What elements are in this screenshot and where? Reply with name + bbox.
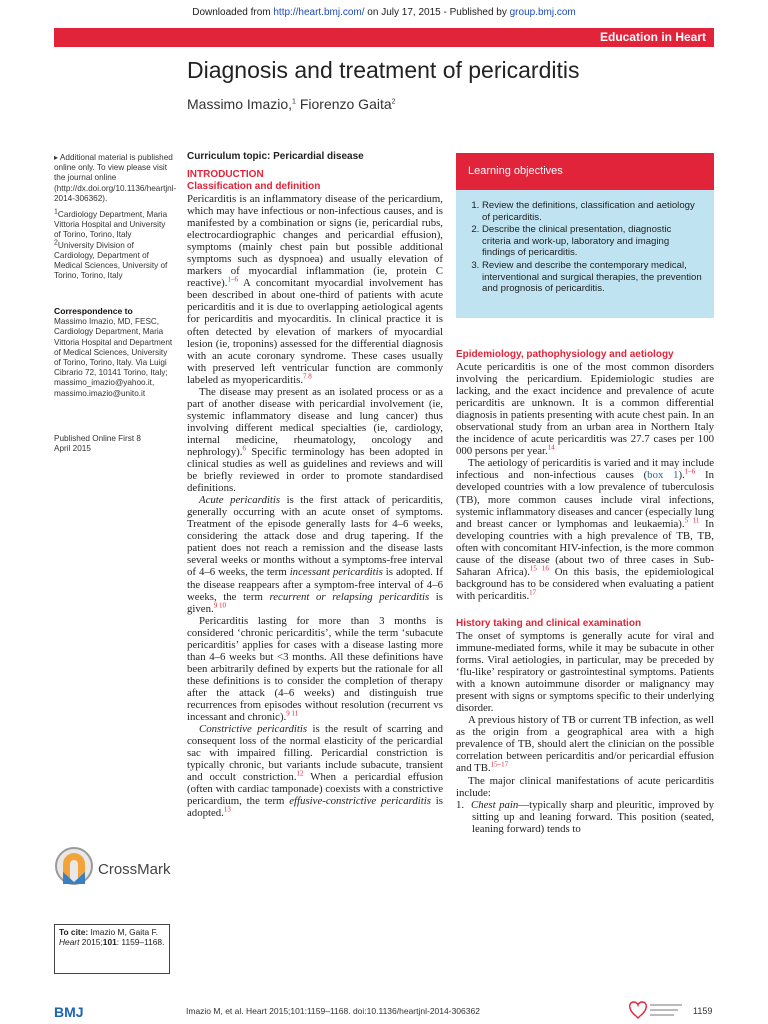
p1b-text: A concomitant myocardial involvement has been described in about one-third of patients with acute pericarditis and it is due to overlapping aetiological agents for pericarditis and myocarditis. In clinical practice it is often detected by elevation of markers of myocardial lesion (ie, troponins) assessed for the differential diagnosis with an acute coronary syndrome. These cases usually with preserved left ventricular function are commonly labeled as myopericarditis. bbox=[187, 277, 443, 386]
box-1-link[interactable]: box 1 bbox=[647, 469, 679, 482]
li-term: Chest pain bbox=[471, 798, 519, 811]
learning-objectives-list bbox=[456, 190, 714, 295]
page-number: 1159 bbox=[693, 1006, 713, 1016]
e2e-ref: 17 bbox=[529, 588, 537, 597]
author-1-sup: 1 bbox=[292, 98, 296, 106]
curriculum-topic: Curriculum topic: Pericardial disease bbox=[187, 151, 364, 162]
learning-objectives-title: Learning objectives bbox=[468, 165, 563, 177]
p2-ref: 6 bbox=[242, 444, 246, 453]
download-mid: on July 17, 2015 - Published by bbox=[364, 7, 510, 18]
cite-year: 2015; bbox=[79, 937, 103, 948]
author-list bbox=[187, 96, 396, 112]
p5c-text: is adopted. bbox=[187, 795, 444, 820]
p3-text: is the first attack of pericarditis, generally occurring with an acute onset of symptoms. Treatment of the episode generally lasts for 4–6 weeks, considering the attack dose and drug tapering. If the patient does not reach a remission and the disease lasts several weeks or months without a symptoms-free interval of 4–6 weeks, the term bbox=[187, 494, 443, 579]
e1-text: Acute pericarditis is one of the most common disorders involving the pericardium. Epidemiologic studies are lacking, and the exact incidence and prevalence of acute pericarditis are unknown. It is a common differential diagnosis in patients presenting with acute chest pain. In an observational study from an urban area in Northern Italy the incidence of acute pericarditis was 27.7 cases per 100 000 persons per year. bbox=[456, 361, 714, 458]
p3-term-3: recurrent or relapsing pericarditis bbox=[269, 590, 430, 603]
affil-2-sup: 2 bbox=[54, 238, 58, 246]
p5-term-2: effusive-constrictive pericarditis bbox=[289, 795, 431, 808]
download-prefix: Downloaded from bbox=[192, 7, 274, 18]
author-1: Massimo Imazio, bbox=[187, 96, 293, 112]
e2c-ref: 5 11 bbox=[684, 516, 700, 525]
p3b-text: is adopted. If the disease reappears after a symptom-free interval of 4–6 weeks, the term bbox=[187, 566, 443, 603]
p5-text: is the result of scarring and consequent loss of the normal elasticity of the pericardial sac with impaired filling. Pericardial constriction is typically chronic, but variants include subacute, transient and occult constriction. bbox=[187, 723, 443, 784]
crossmark-badge[interactable] bbox=[54, 842, 178, 898]
affil-1-text: Cardiology Department, Maria Vittoria Hospital and University of Torino, Torino, Italy bbox=[54, 210, 168, 240]
epi-para-1 bbox=[456, 361, 714, 457]
learning-objectives-header bbox=[456, 153, 714, 190]
footer-citation: Imazio M, et al. Heart 2015;101:1159–1168. doi:10.1136/heartjnl-2014-306362 bbox=[186, 1006, 480, 1016]
p5-ref: 12 bbox=[296, 769, 304, 778]
correspondence-body: Massimo Imazio, MD, FESC, Cardiology Department, Maria Vittoria Hospital and Department of Medical Sciences, University of Torino, Torino, Italy. Via Luigi Cibrario 72, 10141 Torino, Italy; massimo_imazio@yahoo.it, massimo.imazio@unito.it bbox=[54, 317, 173, 398]
p1b-ref: 7 8 bbox=[303, 372, 312, 381]
p3-term: Acute pericarditis bbox=[199, 494, 281, 507]
p2-text: The disease may present as an isolated process or as a part of another disease with pericardial involvement (ie, systemic inflammatory disease and lung cancer) thus involving different medical specialties (ie, cardiology, internal medicine, rheumatology, oncology and nephrology). bbox=[187, 385, 443, 458]
li-number: 1. bbox=[456, 798, 465, 811]
li-text: —typically sharp and pleuritic, improved by sitting up and leaning forward. This position (seated, leaning forward) tends to bbox=[472, 798, 714, 835]
p3-ref: 9 10 bbox=[213, 601, 226, 609]
column-2 bbox=[456, 349, 714, 835]
author-2: Fiorenzo Gaita bbox=[295, 96, 392, 112]
p4-text: Pericarditis lasting for more than 3 months is considered ‘chronic pericarditis’, while the term ‘subacute pericarditis’ applies for cases with a disease lasting more than 4–6 weeks but <3 months. All these definitions have been arbitrarily defined by experts but the rationale for all these definitions is to consider the completion of therapy after the attack (4–6 weeks) and distinguish true recurrences from episodes without resolution (recurrent vs incessant and chronic). bbox=[187, 614, 443, 724]
affiliations bbox=[54, 210, 174, 281]
e2c-text: In developed countries with a low prevalence of tuberculosis (TB), more common causes include viral infections, systemic inflammatory diseases and cancer (especially lung and breast cancer or lymphomas and leukaemia). bbox=[456, 469, 714, 530]
e2e-text: On this basis, the epidemiological background has to be considered when evaluating a patient with pericarditis. bbox=[456, 565, 715, 602]
h2-ref: 15–17 bbox=[490, 760, 509, 769]
p3c-text: is given. bbox=[187, 590, 444, 615]
para-2 bbox=[187, 386, 443, 494]
heading-history: History taking and clinical examination bbox=[456, 617, 642, 629]
author-2-sup: 2 bbox=[391, 98, 396, 106]
para-5 bbox=[187, 723, 443, 819]
heading-introduction: INTRODUCTION bbox=[187, 169, 264, 180]
para-3 bbox=[187, 494, 443, 614]
objective-item: 1. Review the definitions, classification and aetiology of pericarditis. bbox=[482, 200, 702, 223]
section-label: Education in Heart bbox=[599, 30, 706, 44]
affiliation-1 bbox=[54, 210, 174, 241]
e2d-text: In developing countries with a high prevalence of TB, TB, often with concomitant HIV-infection, is the more common cause of the disease (about two of three cases in Sub-Saharan Africa). bbox=[456, 517, 714, 578]
p5-term: Constrictive pericarditis bbox=[199, 723, 308, 736]
published-date: Published Online First 8 April 2015 bbox=[54, 434, 141, 454]
column-1 bbox=[187, 151, 443, 819]
p2b-text: Specific terminology has been adopted in clinical studies as well as guidelines and reviews and will be briefly reviewed in order to promote standardised definitions. bbox=[187, 445, 443, 495]
cite-heading: To cite: bbox=[59, 927, 89, 937]
correspondence bbox=[54, 306, 174, 399]
p1-text: Pericarditis is an inflammatory disease of the pericardium, which may have infectious or non-infectious causes, and is manifested by a combination or signs (ie, pericardial rubs, electrocardiographic changes and pericardial effusion), symptoms (mainly chest pain but possible additional symptoms such as dyspnoea) and usually elevation of markers of myocardial inflammation (ie, protein C reactive). bbox=[187, 193, 443, 290]
correspondence-heading: Correspondence to bbox=[54, 306, 133, 316]
group-link[interactable]: group.bmj.com bbox=[509, 7, 576, 18]
affil-2-text: University Division of Cardiology, Department of Medical Sciences, University of Torino, Torino, Italy bbox=[54, 240, 168, 281]
article-title: Diagnosis and treatment of pericarditis bbox=[187, 57, 580, 83]
e1-ref: 14 bbox=[547, 443, 555, 452]
crossmark-icon bbox=[54, 842, 94, 894]
e2-text: The aetiology of pericarditis is varied and it may include infectious and non-infectious causes ( bbox=[456, 457, 714, 482]
epi-para-2 bbox=[456, 457, 714, 602]
affiliation-2 bbox=[54, 238, 174, 282]
para-4 bbox=[187, 615, 443, 723]
h2-text: A previous history of TB or current TB infection, as well as the origin from a geographical area with a high prevalence of TB, should alert the clinician on the possible correlation between pericarditis and/or pericardial effusion and TB. bbox=[456, 714, 714, 775]
p1-ref: 1–6 bbox=[227, 275, 238, 284]
manifestation-item-1 bbox=[456, 799, 714, 835]
p3-term-2: incessant pericarditis bbox=[289, 566, 383, 579]
cite-volume: 101 bbox=[102, 937, 117, 948]
p5b-text: When a pericardial effusion (often with cardiac tamponade) coexists with a constrictive pericardium, the term bbox=[187, 771, 444, 808]
hist-para-2 bbox=[456, 714, 714, 774]
cite-box bbox=[54, 924, 170, 974]
affil-1-sup: 1 bbox=[54, 208, 58, 216]
para-1 bbox=[187, 193, 443, 386]
hist-para-3: The major clinical manifestations of acute pericarditis include: bbox=[456, 774, 714, 799]
cite-pages: : 1159–1168. bbox=[116, 937, 165, 948]
bmj-logo: BMJ bbox=[54, 1004, 84, 1020]
section-bar bbox=[54, 28, 714, 47]
supplementary-note: ▸ Additional material is published online only. To view please visit the journal online (http://dx.doi.org/10.1136/heartjnl-2014-306362). bbox=[54, 153, 177, 203]
crossmark-label: CrossMark bbox=[98, 861, 171, 878]
heading-epidemiology: Epidemiology, pathophysiology and aetiology bbox=[456, 349, 674, 360]
download-notice bbox=[0, 7, 768, 18]
cite-journal: Heart bbox=[59, 937, 80, 948]
objective-item: 3. Review and describe the contemporary medical, interventional and surgical therapies, the prevention and prognosis of pericarditis. bbox=[482, 260, 702, 295]
e2d-ref: 15 16 bbox=[529, 564, 549, 573]
hist-para-1: The onset of symptoms is generally acute for viral and immune-mediated forms, while it may be subacute in other forms. Viral aetiologies, in particular, may be preceded by ‘flu-like’ respiratory or gastrointestinal symptoms. Patients with a known autoimmune disorder or malignancy may present with signs or symptoms specific to their underlying disorder. bbox=[456, 629, 714, 715]
p5c-ref: 13 bbox=[223, 805, 231, 814]
e2-ref: 1–6 bbox=[684, 467, 696, 476]
heart-society-logo-icon bbox=[626, 998, 686, 1020]
heart-link[interactable]: http://heart.bmj.com/ bbox=[273, 7, 365, 18]
e2b-text: ). bbox=[678, 469, 685, 482]
heading-classification: Classification and definition bbox=[187, 181, 321, 192]
cite-authors: Imazio M, Gaita F. bbox=[88, 927, 158, 937]
learning-objectives-box bbox=[456, 190, 714, 318]
objective-item: 2. Describe the clinical presentation, diagnostic criteria and work-up, laboratory and imaging findings of pericarditis. bbox=[482, 224, 702, 259]
p4-ref: 9 11 bbox=[286, 709, 299, 718]
